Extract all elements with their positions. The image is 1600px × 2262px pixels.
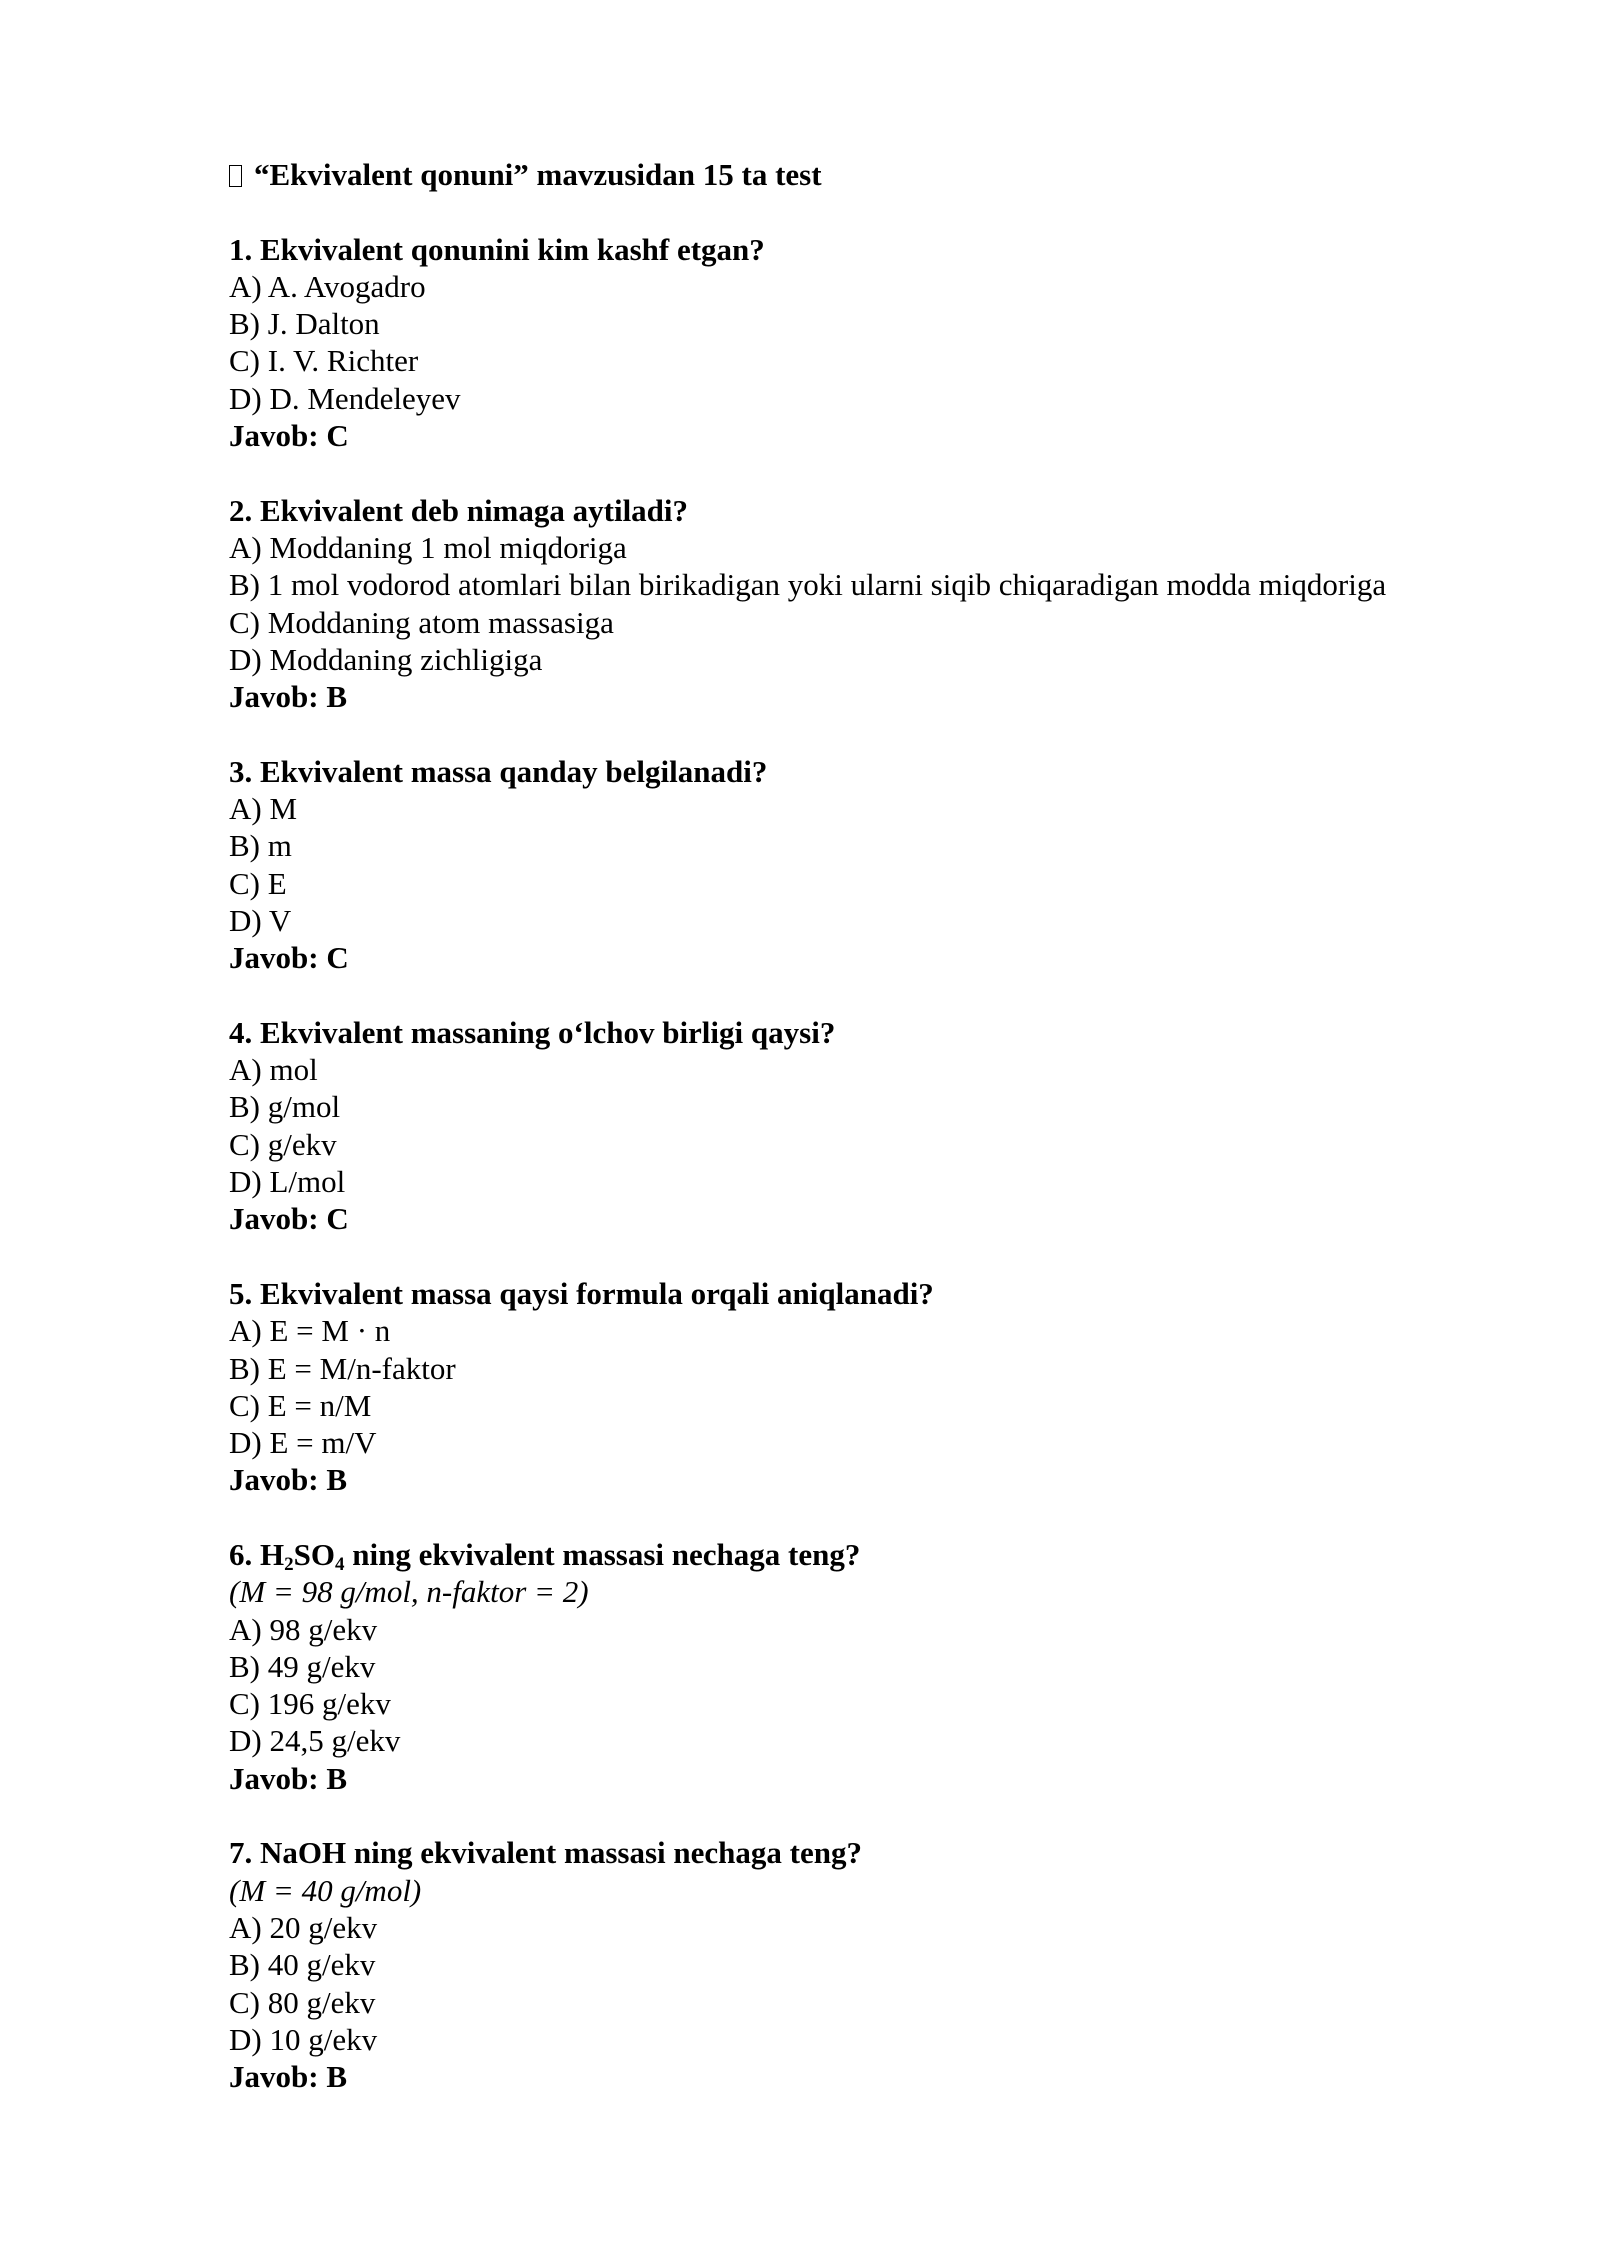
option-d: D) D. Mendeleyev [229, 380, 461, 416]
option-b: B) 49 g/ekv [229, 1648, 376, 1684]
question-title: 4. Ekvivalent massaning oʻlchov birligi qaysi? [229, 1014, 836, 1050]
option-c: C) g/ekv [229, 1126, 337, 1162]
answer: Javob: C [229, 940, 349, 976]
option-b: B) 1 mol vodorod atomlari bilan birikadigan yoki ularni siqib chiqaradigan modda miqdoriga [229, 567, 1387, 603]
question-1 [229, 231, 1569, 455]
option-d: D) 10 g/ekv [229, 2021, 378, 2057]
spacer [229, 977, 1569, 1014]
spacer [229, 715, 1569, 752]
spacer [229, 454, 1569, 491]
option-a: A) Moddaning 1 mol miqdoriga [229, 529, 627, 565]
subscript: 2 [284, 1553, 294, 1575]
option-a: A) 98 g/ekv [229, 1611, 378, 1647]
question-3 [229, 753, 1569, 977]
missing-glyph-icon [229, 165, 242, 187]
document-title [229, 156, 1569, 193]
question-title-prefix: 6. H [229, 1536, 285, 1572]
option-d: D) E = m/V [229, 1425, 377, 1461]
spacer [229, 1238, 1569, 1275]
question-title: 2. Ekvivalent deb nimaga aytiladi? [229, 492, 689, 528]
spacer [229, 193, 1569, 230]
option-c: C) 80 g/ekv [229, 1984, 376, 2020]
answer: Javob: C [229, 418, 349, 454]
answer: Javob: C [229, 1201, 349, 1237]
question-title: 5. Ekvivalent massa qaysi formula orqali aniqlanadi? [229, 1275, 934, 1311]
spacer [229, 1499, 1569, 1536]
question-6 [229, 1536, 1569, 1797]
question-note: (M = 98 g/mol, n-faktor = 2) [229, 1574, 589, 1610]
document-page [229, 156, 1569, 2095]
question-title [229, 1536, 1569, 1573]
option-a: A) M [229, 791, 298, 827]
question-title: 1. Ekvivalent qonunini kim kashf etgan? [229, 231, 765, 267]
question-5 [229, 1275, 1569, 1499]
subscript: 4 [334, 1553, 345, 1575]
option-c: C) Moddaning atom massasiga [229, 604, 614, 640]
question-7 [229, 1834, 1569, 2095]
option-d: D) V [229, 902, 292, 938]
question-note: (M = 40 g/mol) [229, 1872, 422, 1908]
question-2 [229, 492, 1569, 716]
option-a: A) A. Avogadro [229, 268, 426, 304]
option-c: C) E = n/M [229, 1387, 372, 1423]
option-c: C) 196 g/ekv [229, 1686, 391, 1722]
option-b: B) J. Dalton [229, 306, 380, 342]
answer: Javob: B [229, 679, 347, 715]
question-title-mid: SO [293, 1536, 335, 1572]
option-a: A) mol [229, 1052, 318, 1088]
option-b: B) g/mol [229, 1089, 341, 1125]
option-d: D) 24,5 g/ekv [229, 1723, 401, 1759]
option-b: B) 40 g/ekv [229, 1947, 376, 1983]
answer: Javob: B [229, 1462, 347, 1498]
option-a: A) 20 g/ekv [229, 1909, 378, 1945]
answer: Javob: B [229, 2059, 347, 2095]
question-4 [229, 1014, 1569, 1238]
document-title-text: “Ekvivalent qonuni” mavzusidan 15 ta test [254, 157, 822, 192]
option-b: B) m [229, 828, 292, 864]
answer: Javob: B [229, 1760, 347, 1796]
option-d: D) Moddaning zichligiga [229, 641, 543, 677]
question-title: 3. Ekvivalent massa qanday belgilanadi? [229, 753, 768, 789]
option-b: B) E = M/n-faktor [229, 1350, 456, 1386]
option-c: C) E [229, 865, 287, 901]
option-c: C) I. V. Richter [229, 343, 419, 379]
option-a: A) E = M · n [229, 1313, 391, 1349]
question-title-suffix: ning ekvivalent massasi nechaga teng? [344, 1536, 861, 1572]
spacer [229, 1797, 1569, 1834]
option-d: D) L/mol [229, 1164, 346, 1200]
question-title: 7. NaOH ning ekvivalent massasi nechaga teng? [229, 1835, 862, 1871]
